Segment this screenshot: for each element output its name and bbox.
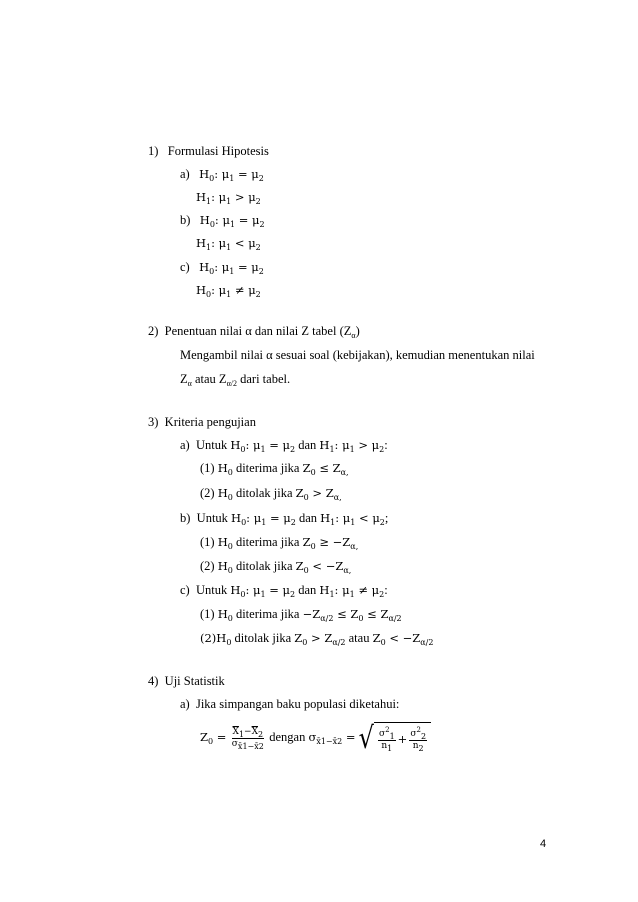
section-2-line-1: Mengambil nilai α sesuai soal (kebijakan), kemudian menentukan nilai: [180, 348, 535, 362]
criteria-a-1: (1) $H_0$ diterima jika $Z_0 \le Z_{\alpha,}$: [200, 461, 349, 477]
item-label-b: b): [180, 213, 191, 227]
section-3-heading: [148, 414, 256, 430]
stat-a-text: a) Jika simpangan baku populasi diketahui:: [180, 697, 400, 711]
section-4-title: Uji Statistik: [164, 674, 225, 688]
section-4-heading: [148, 673, 225, 689]
formula: $H_0$: $\mu_1 = \mu_2$: [199, 260, 264, 276]
page-number: 4: [540, 838, 547, 850]
sqrt-expression: √ $\frac{\sigma^2_1}{n_1}$ + $\frac{\sigma^2_2}{n_2}$: [359, 722, 431, 754]
section-2-heading: 2) Penentuan nilai α dan nilai Z tabel $(Z_\alpha)$: [148, 324, 360, 340]
hyp-a-h1: [196, 189, 261, 205]
criteria-b: b) Untuk $H_0$: $\mu_1 = \mu_2$ dan $H_1$: $\mu_1 < \mu_2$;: [180, 511, 389, 527]
formula: $H_1$: $\mu_1 > \mu_2$: [196, 190, 261, 206]
section-4-number: 4): [148, 674, 159, 688]
section-3-title: Kriteria pengujian: [164, 415, 256, 429]
hyp-a-h0: [180, 166, 264, 182]
section-3-number: 3): [148, 415, 159, 429]
criteria-c: c) Untuk $H_0$: $\mu_1 = \mu_2$ dan $H_1$: $\mu_1 \ne \mu_2$:: [180, 583, 388, 599]
formula: $H_1$: $\mu_1 < \mu_2$: [196, 236, 261, 252]
item-label-c: c): [180, 260, 190, 274]
criteria-a: a) Untuk $H_0$: $\mu_1 = \mu_2$ dan $H_1$: $\mu_1 > \mu_2$:: [180, 438, 388, 454]
section-1-heading: [148, 143, 269, 159]
criteria-c-1: (1) $H_0$ diterima jika $-Z_{\alpha/2} \le Z_0 \le Z_{\alpha/2}$: [200, 607, 402, 623]
z-fraction: $\frac{\overline{X}_1-\overline{X}_2}{\sigma_{x̄1-x̄2}}$: [231, 726, 264, 751]
section-1-number: 1): [148, 144, 159, 158]
hyp-b-h0: [180, 212, 265, 228]
z-formula: $Z_0$ = $\frac{\overline{X}_1-\overline{X}_2}{\sigma_{x̄1-x̄2}}$ dengan $\sigma_{x̄1-x̄2}$ = √ $\frac{\sigma^2_1}{n_1}$ + $\frac{\sigma^2_2}{n_2}$: [200, 722, 431, 754]
criteria-c-2: $(2)H_0$ ditolak jika $Z_0 > Z_{\alpha/2}$ atau $Z_0 < -Z_{\alpha/2}$: [200, 631, 434, 647]
section-2-title: Penentuan nilai α dan nilai Z tabel (Z: [164, 324, 352, 338]
criteria-b-1: (1) $H_0$ diterima jika $Z_0 \ge -Z_{\alpha,}$: [200, 535, 359, 551]
hyp-b-h1: [196, 235, 261, 251]
criteria-b-2: (2) $H_0$ ditolak jika $Z_0 < -Z_{\alpha,}$: [200, 559, 352, 575]
section-2-line-2: $Z_\alpha$ atau $Z_{\alpha/2}$ dari tabel.: [180, 372, 291, 388]
formula: $H_0$: $\mu_1 = \mu_2$: [199, 167, 264, 183]
hyp-c-h0: [180, 259, 264, 275]
formula: $H_0$: $\mu_1 = \mu_2$: [199, 213, 265, 229]
hyp-c-h1: [196, 282, 261, 298]
item-label-a: a): [180, 167, 190, 181]
formula: $H_0$: $\mu_1 \ne \mu_2$: [196, 283, 261, 299]
section-1-title: Formulasi Hipotesis: [167, 144, 269, 158]
criteria-a-2: (2) $H_0$ ditolak jika $Z_0 > Z_{\alpha,}$: [200, 486, 342, 502]
section-2-number: 2): [148, 324, 159, 338]
